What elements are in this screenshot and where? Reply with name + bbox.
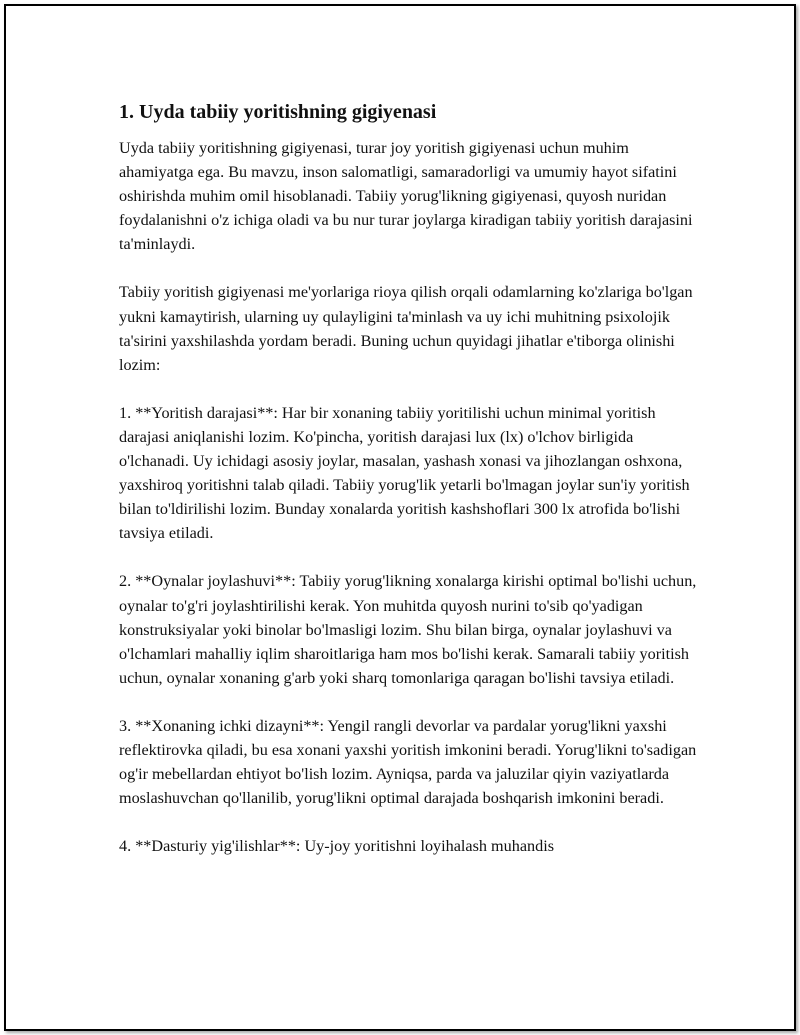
paragraph-intro: Uyda tabiiy yoritishning gigiyenasi, turar joy yoritish gigiyenasi uchun muhim ahamiyatga ega. Bu mavzu, inson salomatligi, samaradorligi va umumiy hayot sifatini oshirishda muhim omil hisoblanadi. Tabiiy yorug'likning gigiyenasi, quyosh nuridan foydalanishni o'z ichiga oladi va bu nur turar joylarga kiradigan tabiiy yoritish darajasini ta'minlaydi. <box>119 139 693 254</box>
paragraph-guidelines: Tabiiy yoritish gigiyenasi me'yorlariga rioya qilish orqali odamlarning ko'zlariga bo'lgan yukni kamaytirish, ularning uy qulayligini ta'minlash va uy ichi muhitning psixolojik ta'sirini yaxshilashda yordam beradi. Buning uchun quyidagi jihatlar e'tiborga olinishi lozim: <box>119 283 693 374</box>
document-body <box>119 100 699 882</box>
list-item-interior-design: 3. **Xonaning ichki dizayni**: Yengil rangli devorlar va pardalar yorug'likni yaxshi reflektirovka qiladi, bu esa xonani yaxshi yoritish imkonini beradi. Yorug'likni to'sadigan og'ir mebellardan ehtiyot bo'lish lozim. Ayniqsa, parda va jaluzilar qiyin vaziyatlarda moslashuvchan qo'llanilib, yorug'likni optimal darajada boshqarish imkonini beradi. <box>119 716 697 808</box>
list-item-lighting-level: 1. **Yoritish darajasi**: Har bir xonaning tabiiy yoritilishi uchun minimal yoritish darajasi aniqlanishi lozim. Ko'pincha, yoritish darajasi lux (lx) o'lchov birligida o'lchanadi. Uy ichidagi asosiy joylar, masalan, yashash xonasi va jihozlangan oshxona, yaxshiroq yoritishni talab qiladi. Tabiiy yorug'lik yetarli bo'lmagan joylar sun'iy yoritish bilan to'ldirilishi lozim. Bunday xonalarda yoritish kashshoflari 300 lx atrofida bo'lishi tavsiya etiladi. <box>119 403 690 543</box>
list-item-window-placement: 2. **Oynalar joylashuvi**: Tabiiy yorug'likning xonalarga kirishi optimal bo'lishi uchun, oynalar to'g'ri joylashtirilishi kerak. Yon muhitda quyosh nurini to'sib qo'yadigan konstruksiyalar yoki binolar bo'lmasligi lozim. Shu bilan birga, oynalar joylashuvi va o'lchamlari mahalliy iqlim sharoitlariga ham mos bo'lishi kerak. Samarali tabiiy yoritish uchun, oynalar xonaning g'arb yoki sharq tomonlariga qaragan bo'lishi tavsiya etiladi. <box>119 572 697 687</box>
section-heading: 1. Uyda tabiiy yoritishning gigiyenasi <box>119 101 437 123</box>
list-item-software-meetings: 4. **Dasturiy yig'ilishlar**: Uy-joy yoritishni loyihalash muhandis <box>119 837 554 856</box>
document-page <box>4 4 796 1031</box>
